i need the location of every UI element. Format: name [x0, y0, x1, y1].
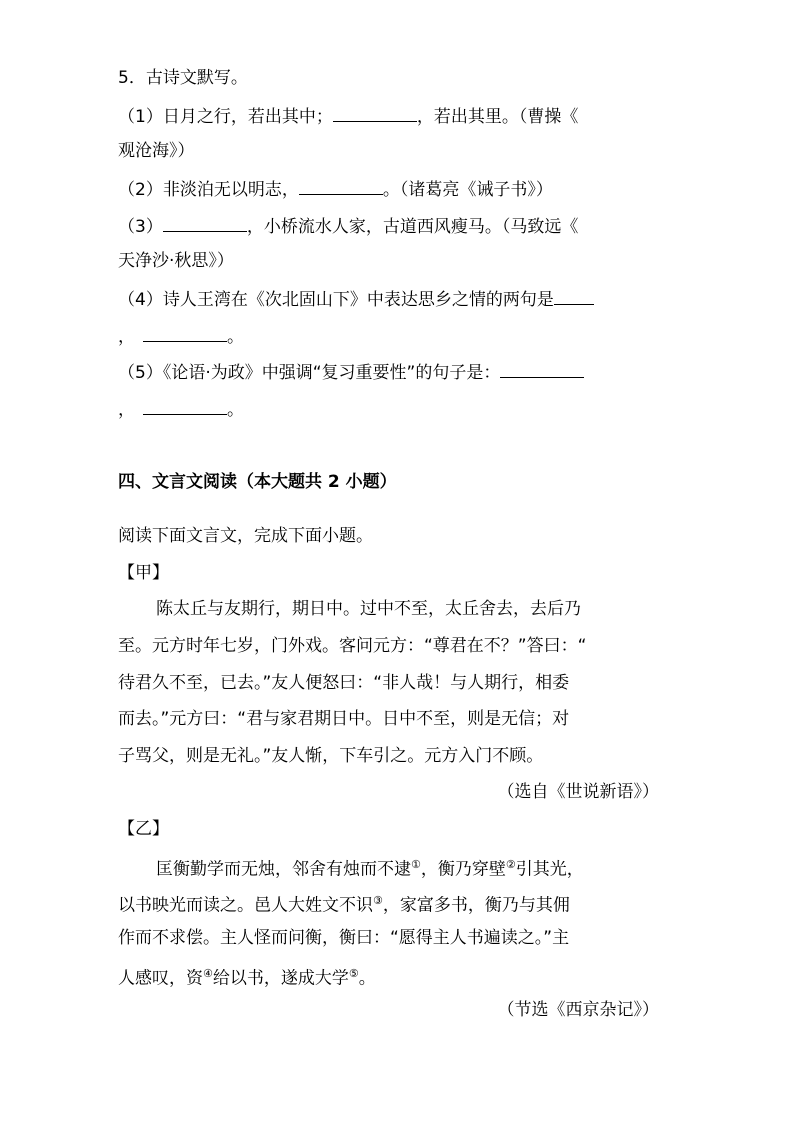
passage-line: 子骂父，则是无礼。”友人惭，下车引之。元方入门不顾。 — [118, 746, 544, 766]
passage-line: 作而不求偿。主人怪而问衡，衡曰：“愿得主人书遍读之。”主 — [118, 928, 570, 948]
question-5-item-3: （3） ，小桥流水人家，古道西风瘦马。（马致远《 — [118, 213, 578, 239]
question-5-item-5-cont: ， 。 — [118, 396, 244, 422]
passage-line: 陈太丘与友期行，期日中。过中不至，太丘舍去，去后乃 — [156, 599, 581, 619]
passage-line: 至。元方时年七岁，门外戏。客问元方：“尊君在不？”答曰：“ — [118, 636, 587, 656]
footnote-marker: ⑤ — [348, 967, 359, 980]
question-5-item-2: （2）非淡泊无以明志， 。（诸葛亮《诫子书》） — [118, 176, 553, 202]
question-5-item-1: （1）日月之行，若出其中； ，若出其里。（曹操《 — [118, 103, 578, 129]
passage-source: （选自《世说新语》） — [497, 782, 659, 802]
question-5-title: 5．古诗文默写。 — [118, 68, 248, 88]
question-5-item-5: （5）《论语·为政》中强调“复习重要性”的句子是： — [118, 359, 584, 385]
passage-label: 【甲】 — [118, 563, 169, 583]
passage-line: 待君久不至，已去。”友人便怒曰：“非人哉！与人期行，相委 — [118, 673, 570, 693]
answer-blank[interactable] — [500, 359, 584, 378]
answer-blank[interactable] — [333, 103, 417, 122]
section-heading: 四、文言文阅读（本大题共 2 小题） — [118, 472, 397, 492]
passage-line: 匡衡勤学而无烛，邻舍有烛而不逮①，衡乃穿壁②引其光， — [156, 858, 584, 880]
answer-blank[interactable] — [554, 286, 594, 305]
footnote-marker: ④ — [203, 967, 213, 980]
question-5-item-1-cont: 观沧海》） — [118, 141, 195, 161]
footnote-marker: ② — [505, 858, 516, 871]
answer-blank[interactable] — [299, 176, 383, 195]
passage-source: （节选《西京杂记》） — [497, 1000, 659, 1020]
question-5-item-4-cont: ， 。 — [118, 323, 244, 349]
question-5-item-4: （4）诗人王湾在《次北固山下》中表达思乡之情的两句是 — [118, 286, 594, 312]
section-intro: 阅读下面文言文，完成下面小题。 — [118, 526, 373, 546]
question-5-item-3-cont: 天净沙·秋思》） — [118, 251, 234, 271]
answer-blank[interactable] — [143, 396, 227, 415]
answer-blank[interactable] — [163, 213, 247, 232]
passage-line: 以书映光而读之。邑人大姓文不识③，家富多书，衡乃与其佣 — [118, 894, 570, 916]
passage-line: 人感叹，资④给以书，遂成大学⑤。 — [118, 967, 376, 989]
footnote-marker: ③ — [373, 894, 383, 907]
footnote-marker: ① — [411, 858, 421, 871]
passage-line: 而去。”元方曰：“君与家君期日中。日中不至，则是无信；对 — [118, 709, 570, 729]
answer-blank[interactable] — [143, 323, 227, 342]
passage-label: 【乙】 — [118, 819, 169, 839]
